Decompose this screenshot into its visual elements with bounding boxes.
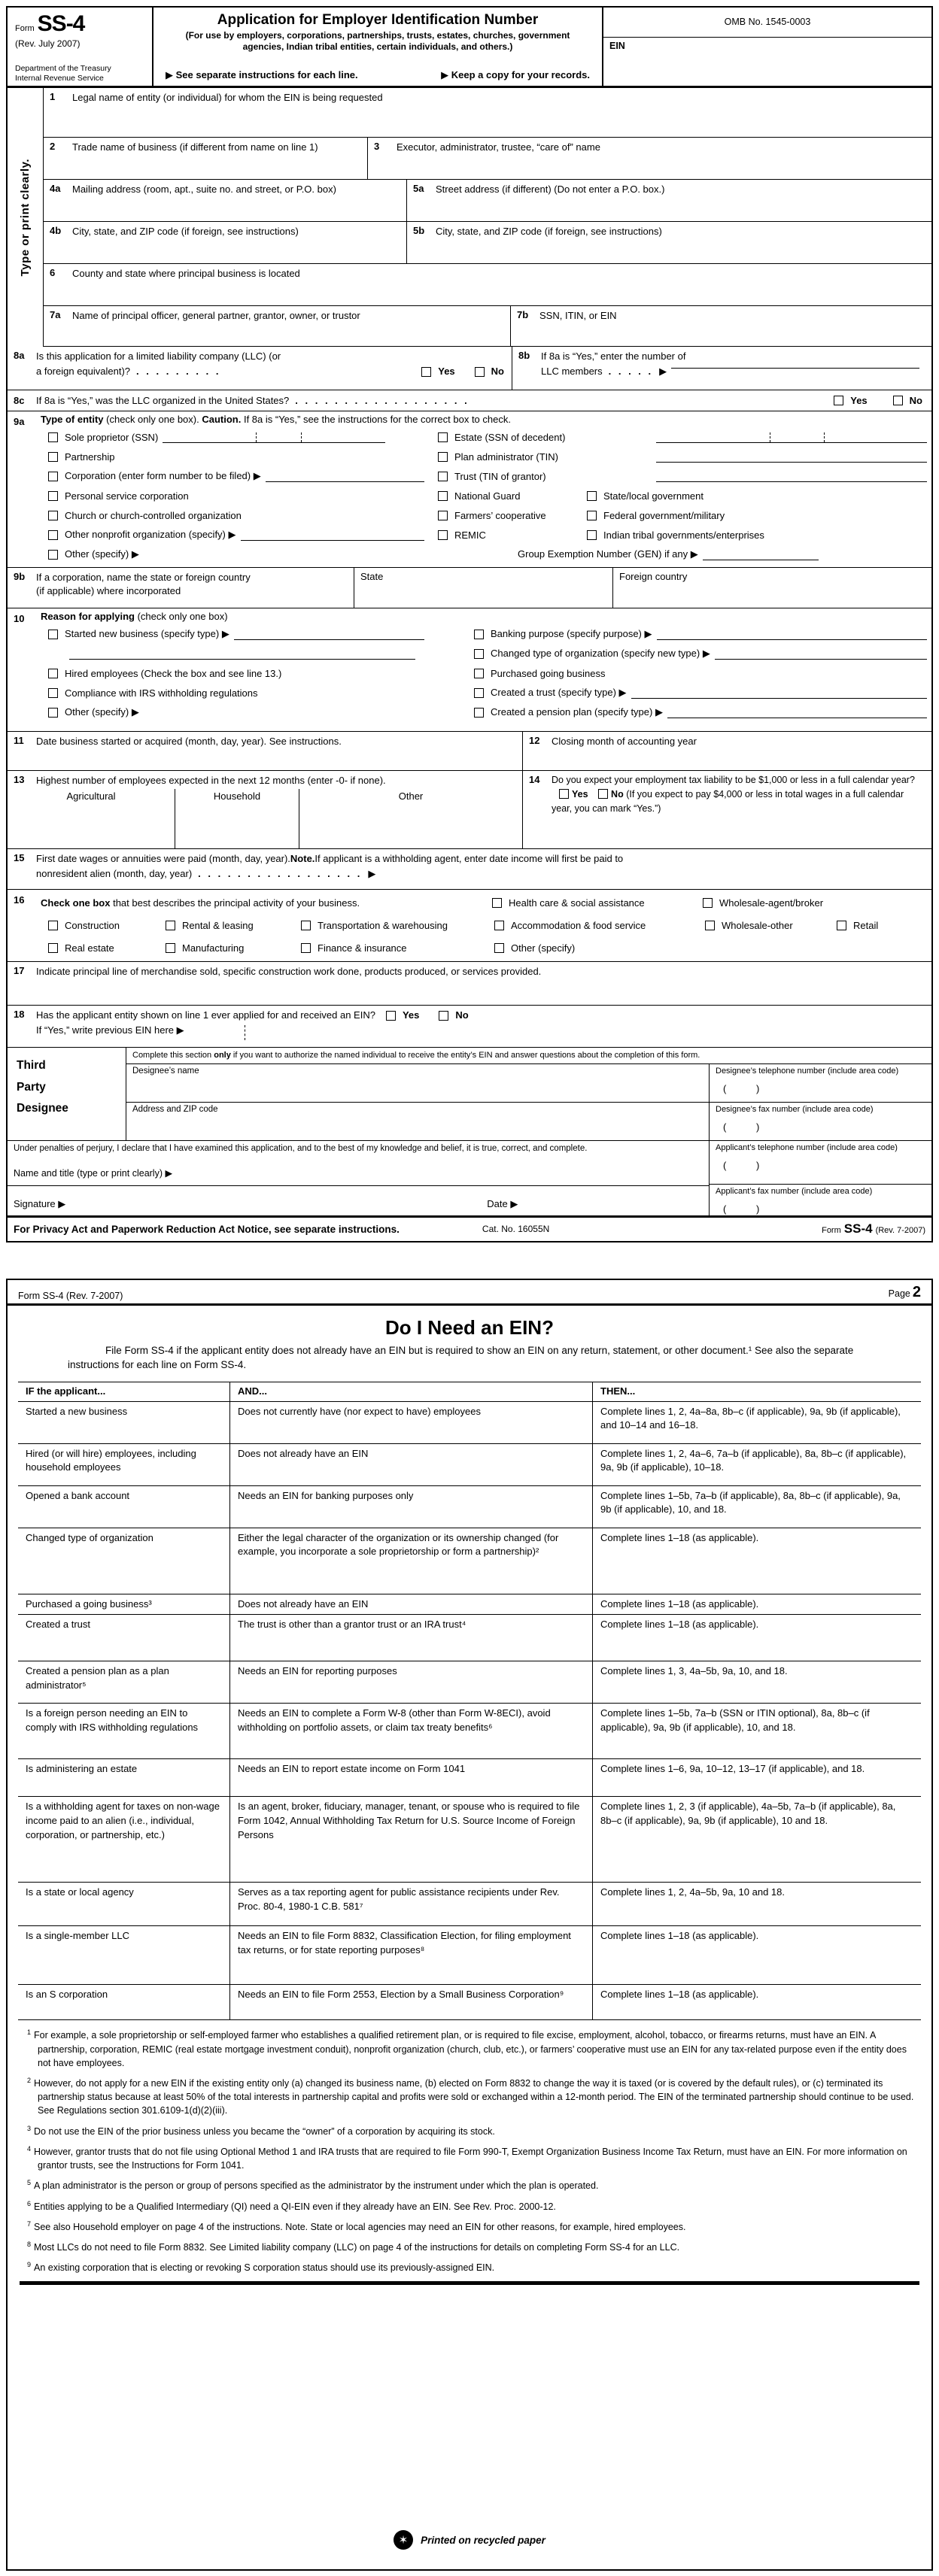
changed-organization-checkbox[interactable] xyxy=(474,649,484,659)
trust-checkbox[interactable] xyxy=(438,472,448,481)
national-guard-checkbox[interactable] xyxy=(438,491,448,501)
footnote-9: $^9$ An existing corporation that is electing or revoking S corporation status should use its previously-assigned EIN. xyxy=(27,2261,495,2274)
executor-label: Executor, administrator, trustee, “care of” name xyxy=(397,141,600,153)
page-2-header: Form SS-4 (Rev. 7-2007) Page 2 xyxy=(8,1280,931,1306)
ein-box-label: EIN xyxy=(609,41,625,51)
applicant-phone-field[interactable]: ( ) xyxy=(723,1160,760,1171)
form-revision: (Rev. July 2007) xyxy=(15,38,81,49)
city-state-zip-foreign-label: City, state, and ZIP code (if foreign, see instructions) xyxy=(436,226,662,237)
lines-1-to-7-section xyxy=(8,88,931,347)
personal-service-corp-checkbox[interactable] xyxy=(48,491,58,501)
line-2-3-row: 2 Trade name of business (if different from name on line 1) 3 Executor, administrator, trustee, “care of” name xyxy=(44,138,931,180)
designee-phone-label: Designee’s telephone number (include area code) xyxy=(716,1067,899,1076)
table-row: Changed type of organization Either the legal character of the organization or its ownership changed (for example, you incorporate a sole proprietorship or form a partnership)² Complete lines 1–18 (as applicable). xyxy=(18,1528,921,1594)
footnote-4: $^4$ However, grantor trusts that do not file using Optional Method 1 and IRA trusts that are required to file Form 990-T, Exempt Organization Business Income Tax Return, must have an EIN. For more information on grantor trusts, see the Instructions for Form 1041. xyxy=(27,2144,907,2171)
llc-question-label: Is this application for a limited liability company (LLC) (or xyxy=(36,350,281,362)
transportation-checkbox[interactable] xyxy=(301,921,311,930)
health-care-checkbox[interactable] xyxy=(492,898,502,908)
legal-name-label: Legal name of entity (or individual) for whom the EIN is being requested xyxy=(72,92,383,103)
footnote-8: $^8$ Most LLCs do not need to file Form 8832. See Limited liability company (LLC) on page 4 of the instructions for details on completing Form SS-4 for an LLC. xyxy=(27,2241,680,2253)
designee-instruction: Complete this section only if you want to authorize the named individual to receive the entity’s EIN and answer questions about the completion of this form. xyxy=(126,1048,931,1064)
form-header-center xyxy=(152,8,603,86)
first-wages-arrow: ▶ xyxy=(368,868,376,880)
line-6-row: 6 County and state where principal business is located xyxy=(44,264,931,306)
designee-fax-field[interactable]: ( ) xyxy=(723,1121,760,1133)
first-wages-label: First date wages or annuities were paid (month, day, year). xyxy=(36,853,290,864)
corporation-checkbox[interactable] xyxy=(48,472,58,481)
page-number: 2 xyxy=(912,1284,921,1300)
date-field[interactable]: Date ▶ xyxy=(487,1198,518,1209)
table-row: Is a state or local agency Serves as a tax reporting agent for public assistance recipients under Rev. Proc. 80-4, 1980-1 C.B. 581⁷ Complete lines 1, 2, 4a–5b, 9a, 10 and 18. xyxy=(18,1883,921,1926)
county-state-label: County and state where principal business is located xyxy=(72,268,300,279)
other-activity-checkbox[interactable] xyxy=(494,943,504,953)
rental-leasing-checkbox[interactable] xyxy=(166,921,175,930)
sole-proprietor-ssn-field[interactable] xyxy=(163,427,385,443)
form-ss4-page-1 xyxy=(6,6,933,1242)
llc-members-label: If 8a is “Yes,” enter the number of xyxy=(541,350,686,362)
retail-checkbox[interactable] xyxy=(837,921,846,930)
closing-month-label: Closing month of accounting year xyxy=(552,736,697,747)
indian-tribal-checkbox[interactable] xyxy=(587,530,597,540)
foreign-country-cell: Foreign country xyxy=(612,568,931,608)
type-or-print-clearly-strip: Type or print clearly. xyxy=(8,88,44,347)
table-row: Hired (or will hire) employees, including household employees Does not already have an EIN Complete lines 1, 2, 4a–6, 7a–b (if applicable), 8a, 8b–c (if applicable), 9a, 9b (if applicable), 10–18. xyxy=(18,1444,921,1486)
footnote-5: $^5$ A plan administrator is the person or group of persons specified as the administrator by the instrument under which the plan is operated. xyxy=(27,2179,599,2192)
trust-type-field[interactable] xyxy=(631,683,927,699)
table-row: Is administering an estate Needs an EIN to report estate income on Form 1041 Complete lines 1–6, 9a, 10–12, 13–17 (if applicable), and 18. xyxy=(18,1759,921,1797)
household-column: Household xyxy=(175,789,299,848)
federal-government-checkbox[interactable] xyxy=(587,511,597,520)
agricultural-column: Agricultural xyxy=(8,789,175,848)
lines-11-to-14-grid xyxy=(8,732,931,849)
footnote-2: $^2$ However, do not apply for a new EIN if the existing entity only (a) changed its business name, (b) elected on Form 8832 to change the way it is taxed (or is covered by the default rules), or (c) terminated its partnership status because at least 50% of the total interests in partnership capital and profits were sold or exchanged within a 12-month period. The EIN of the terminated partnership should continue to be used. See Regulations section 301.6109-1(d)(2)(iii). xyxy=(27,2077,914,2116)
llc-us-yes-checkbox[interactable] xyxy=(834,396,843,405)
other-reason-checkbox[interactable] xyxy=(48,708,58,718)
line-18-row: 18 Has the applicant entity shown on line 1 ever applied for and received an EIN? Yes No If “Yes,” write previous EIN here ▶ xyxy=(8,1006,931,1048)
llc-organized-us-label: If 8a is “Yes,” was the LLC organized in the United States? xyxy=(36,395,290,406)
applicant-fax-field[interactable]: ( ) xyxy=(723,1203,760,1215)
name-and-title-field[interactable]: Name and title (type or print clearly) ▶ xyxy=(8,1162,709,1186)
table-row: Is a foreign person needing an EIN to comply with IRS withholding regulations Needs an EIN to complete a Form W-8 (other than Form W-8ECI), avoid withholding on portfolio assets, or claim tax treaty benefits⁶ Complete lines 1–5b, 7a–b (SSN or ITIN optional), 8a, 8b–c (if applicable), 9a, 9b (if applicable), 10, and 18. xyxy=(18,1704,921,1759)
purchased-business-checkbox[interactable] xyxy=(474,669,484,678)
footnotes xyxy=(21,2028,918,2274)
designee-address-label[interactable]: Address and ZIP code xyxy=(132,1105,218,1114)
group-exemption-number-label: Group Exemption Number (GEN) if any ▶ xyxy=(518,548,698,560)
corporation-form-number-field[interactable] xyxy=(266,466,424,482)
line-17-row: 17 Indicate principal line of merchandise sold, specific construction work done, products produced, or services provided. xyxy=(8,962,931,1006)
wholesale-other-checkbox[interactable] xyxy=(705,921,715,930)
line-9b-row: 9b If a corporation, name the state or foreign country (if applicable) where incorporated State Foreign country xyxy=(8,568,931,608)
line-1-row: 1 Legal name of entity (or individual) for whom the EIN is being requested xyxy=(44,88,931,138)
llc-members-arrow: ▶ xyxy=(659,366,667,378)
table-row: Is an S corporation Needs an EIN to file Form 2553, Election by a Small Business Corporation⁹ Complete lines 1–18 (as applicable). xyxy=(18,1985,921,2019)
created-pension-plan-checkbox[interactable] xyxy=(474,708,484,718)
pension-plan-type-field[interactable] xyxy=(667,702,927,718)
table-row: Is a withholding agent for taxes on non-wage income paid to an alien (i.e., individual, corporation, or partnership, etc.) Is an agent, broker, fiduciary, manager, tenant, or spouse who is required to file Form 1042, Annual Withholding Tax Return for U.S. Source Income of Foreign Persons Complete lines 1, 2, 3 (if applicable), 4a–5b, 7a–b (if applicable), 8a, 8b–c (if applicable), 9a, 9b (if applicable), 10 and 18. xyxy=(18,1797,921,1883)
finance-insurance-checkbox[interactable] xyxy=(301,943,311,953)
table-row: Created a pension plan as a plan administrator⁵ Needs an EIN for reporting purposes Complete lines 1, 3, 4a–5b, 9a, 10, and 18. xyxy=(18,1661,921,1704)
estate-checkbox[interactable] xyxy=(438,432,448,442)
signature-field[interactable]: Signature ▶ xyxy=(14,1198,66,1209)
trade-name-label: Trade name of business (if different from name on line 1) xyxy=(72,141,318,153)
line-11-row: 11 Date business started or acquired (month, day, year). See instructions. xyxy=(8,732,522,771)
street-address-label: Street address (if different) (Do not enter a P.O. box.) xyxy=(436,184,665,195)
llc-us-no-checkbox[interactable] xyxy=(893,396,903,405)
llc-no-checkbox[interactable] xyxy=(475,367,485,377)
other-entity-checkbox[interactable] xyxy=(48,550,58,560)
third-party-designee-label: Third Party Designee xyxy=(8,1048,126,1140)
banking-purpose-field[interactable] xyxy=(657,624,928,640)
type-of-entity-label: Type of entity xyxy=(41,414,104,425)
hired-employees-checkbox[interactable] xyxy=(48,669,58,678)
wholesale-agent-checkbox[interactable] xyxy=(703,898,713,908)
privacy-act-notice: For Privacy Act and Paperwork Reduction Act Notice, see separate instructions. xyxy=(14,1223,400,1235)
table-row: Started a new business Does not currently have (nor expect to have) employees Complete lines 1, 2, 4a–8a, 8b–c (if applicable), 9a, 9b (if applicable), and 10–14 and 16–18. xyxy=(18,1402,921,1444)
previous-ein-question: Has the applicant entity shown on line 1 ever applied for and received an EIN? xyxy=(36,1009,375,1021)
designee-phone-field[interactable]: ( ) xyxy=(723,1083,760,1094)
plan-administrator-tin-field[interactable] xyxy=(656,447,927,463)
tax-liability-question: Do you expect your employment tax liability to be $1,000 or less in a full calendar year? xyxy=(552,775,915,785)
llc-yes-checkbox[interactable] xyxy=(421,367,431,377)
third-party-designee-section xyxy=(8,1048,931,1141)
construction-checkbox[interactable] xyxy=(48,921,58,930)
new-organization-type-field[interactable] xyxy=(715,644,927,660)
state-local-government-checkbox[interactable] xyxy=(587,491,597,501)
new-business-type-field-continued[interactable] xyxy=(69,644,415,660)
mailing-address-label: Mailing address (room, apt., suite no. and street, or P.O. box) xyxy=(72,184,336,195)
previous-ein-no-checkbox[interactable] xyxy=(439,1011,448,1021)
line-8a-8b-row: 8a Is this application for a limited liability company (LLC) (or a foreign equivalent)? . . . . . . . . . Yes No 8b If 8a is “Yes,” enter the number of LLC members . . . . . ▶ xyxy=(8,347,931,390)
do-i-need-ein-title: Do I Need an EIN? xyxy=(385,1316,554,1339)
other-nonprofit-checkbox[interactable] xyxy=(48,530,58,540)
applicant-phone-label: Applicant’s telephone number (include area code) xyxy=(716,1143,898,1152)
date-business-started-label: Date business started or acquired (month, day, year). See instructions. xyxy=(36,736,342,747)
trust-tin-field[interactable] xyxy=(656,466,927,482)
line-12-row: 12 Closing month of accounting year xyxy=(523,732,931,771)
line-14-row: 14 Do you expect your employment tax liability to be $1,000 or less in a full calendar year? Yes No (If you expect to pay $4,000 or less in total wages in a full calendar year, you can mark “Yes.”) xyxy=(529,774,915,814)
state-cell: State xyxy=(354,568,612,608)
other-nonprofit-field[interactable] xyxy=(241,525,425,541)
signature-section xyxy=(8,1141,931,1218)
gen-field[interactable] xyxy=(703,545,819,560)
line-10-reason-block: 10 Reason for applying (check only one box) Started new business (specify type) ▶ Hired employees (Check the box and see line 13.) Compliance with IRS withholding regulations Other (specify) ▶ Banking purpose (specify purpose) ▶ Changed type of organization (specify new type) ▶ Purchased going business Created a trust (specify type) ▶ Created a pension plan (specify type) ▶ xyxy=(8,608,931,732)
other-employees-column: Other xyxy=(398,790,424,802)
page-2-form-id: Form SS-4 (Rev. 7-2007) xyxy=(18,1291,123,1301)
church-checkbox[interactable] xyxy=(48,511,58,520)
recycled-paper-note: ✶ Printed on recycled paper xyxy=(8,2530,931,2550)
footnote-1: $^1$ For example, a sole proprietorship or self-employed farmer who establishes a qualified retirement plan, or is required to file excise, employment, alcohol, tobacco, or firearms returns, must have an EIN. A partnership, corporation, REMIC (real estate mortgage investment conduit), nonprofit organization (church, club, etc.), or farmers’ cooperative must use an EIN for any tax-related purpose even if the entity does not have employees. xyxy=(27,2028,907,2068)
footnote-6: $^6$ Entities applying to be a Qualified Intermediary (QI) need a QI-EIN even if they already have an EIN. See Rev. Proc. 2000-12. xyxy=(27,2199,556,2212)
remic-checkbox[interactable] xyxy=(438,530,448,540)
recycle-icon: ✶ xyxy=(394,2530,413,2550)
line-4a-5a-row: 4a Mailing address (room, apt., suite no. and street, or P.O. box) 5a Street address (if different) (Do not enter a P.O. box.) xyxy=(44,180,931,222)
partnership-checkbox[interactable] xyxy=(48,452,58,462)
footnote-7: $^7$ See also Household employer on page 4 of the instructions. Note. State or local agencies may need an EIN for other reasons, for example, hired employees. xyxy=(27,2219,686,2232)
footnote-3: $^3$ Do not use the EIN of the prior business unless you became the “owner” of a corporation by acquiring its stock. xyxy=(27,2124,495,2137)
form-label: Form xyxy=(15,24,35,33)
sole-proprietor-checkbox[interactable] xyxy=(48,432,58,442)
form-title: Application for Employer Identification Number xyxy=(217,12,539,28)
table-header-row: IF the applicant... AND... THEN... xyxy=(18,1382,921,1402)
applicant-fax-label: Applicant’s fax number (include area code) xyxy=(716,1187,873,1196)
do-i-need-ein-intro: File Form SS-4 if the applicant entity does not already have an EIN but is required to show an EIN on any return, statement, or other document.¹ See also the separate instructions for each line on Form SS-4. xyxy=(68,1345,854,1370)
designee-fax-label: Designee’s fax number (include area code) xyxy=(716,1105,874,1114)
see-instructions-note: ▶ See separate instructions for each line. xyxy=(166,69,358,80)
reason-for-applying-label: Reason for applying xyxy=(41,611,135,622)
new-business-type-field[interactable] xyxy=(234,624,424,640)
page-1-footer: For Privacy Act and Paperwork Reduction Act Notice, see separate instructions. Cat. No. 16055N Form SS-4 (Rev. 7-2007) xyxy=(14,1221,925,1236)
irs-withholding-compliance-checkbox[interactable] xyxy=(48,688,58,698)
started-new-business-checkbox[interactable] xyxy=(48,630,58,639)
keep-copy-note: ▶ Keep a copy for your records. xyxy=(441,69,590,80)
perjury-statement: Under penalties of perjury, I declare that I have examined this application, and to the best of my knowledge and belief, it is true, correct, and complete. xyxy=(14,1144,588,1153)
manufacturing-checkbox[interactable] xyxy=(166,943,175,953)
city-state-zip-label: City, state, and ZIP code (if foreign, see instructions) xyxy=(72,226,299,237)
principal-officer-label: Name of principal officer, general partner, grantor, owner, or trustor xyxy=(72,310,360,321)
table-row: Created a trust The trust is other than a grantor trust or an IRA trust⁴ Complete lines 1–18 (as applicable). xyxy=(18,1615,921,1661)
line-13-row: 13 Highest number of employees expected in the next 12 months (enter -0- if none). Agricultural Household Other xyxy=(8,771,522,848)
line-8c-row: 8c If 8a is “Yes,” was the LLC organized in the United States? . . . . . . . . . . . . . . . . . . Yes No xyxy=(8,390,931,411)
line-16-activity-block: 16 Check one box that best describes the principal activity of your business. Health care & social assistance Wholesale-agent/broker Construction Rental & leasing Transportation & warehousing Accommodation & food service Wholesale-other Retail Real estate Manufacturing Finance & insurance Other (specify) xyxy=(8,890,931,962)
farmers-cooperative-checkbox[interactable] xyxy=(438,511,448,520)
tax-liability-no-checkbox[interactable] xyxy=(598,789,608,799)
form-header-left xyxy=(8,8,152,86)
designee-name-label[interactable]: Designee’s name xyxy=(132,1067,199,1076)
tax-liability-yes-checkbox[interactable] xyxy=(559,789,569,799)
llc-members-field[interactable] xyxy=(671,368,919,369)
principal-merchandise-label: Indicate principal line of merchandise sold, specific construction work done, products produced, or services provided. xyxy=(36,966,542,977)
real-estate-checkbox[interactable] xyxy=(48,943,58,953)
form-header xyxy=(8,8,931,88)
line-4b-5b-row: 4b City, state, and ZIP code (if foreign, see instructions) 5b City, state, and ZIP code (if foreign, see instructions) xyxy=(44,222,931,264)
form-number: SS-4 xyxy=(37,11,85,36)
form-subtitle: (For use by employers, corporations, partnerships, trusts, estates, churches, government agencies, Indian tribal entities, certain individuals, and others.) xyxy=(185,30,570,52)
line-7a-7b-row: 7a Name of principal officer, general partner, grantor, owner, or trustor 7b SSN, ITIN, or EIN xyxy=(44,306,931,347)
treasury-dept-label: Department of the Treasury xyxy=(15,63,111,73)
form-header-right xyxy=(603,8,931,86)
form-ss4-page-2 xyxy=(6,1279,933,2571)
catalog-number: Cat. No. 16055N xyxy=(482,1224,550,1234)
created-trust-checkbox[interactable] xyxy=(474,688,484,698)
plan-administrator-checkbox[interactable] xyxy=(438,452,448,462)
previous-ein-yes-checkbox[interactable] xyxy=(386,1011,396,1021)
table-row: Opened a bank account Needs an EIN for banking purposes only Complete lines 1–5b, 7a–b (if applicable), 8a, 8b–c (if applicable), 9a, 9b (if applicable), 10, and 18. xyxy=(18,1486,921,1528)
footnote-rule xyxy=(20,2281,919,2285)
incorporation-label: If a corporation, name the state or foreign country xyxy=(36,572,251,583)
table-row: Purchased a going business³ Does not already have an EIN Complete lines 1–18 (as applicable). xyxy=(18,1594,921,1616)
accommodation-checkbox[interactable] xyxy=(494,921,504,930)
banking-purpose-checkbox[interactable] xyxy=(474,630,484,639)
ein-requirements-table xyxy=(18,1382,921,2021)
omb-number: OMB No. 1545-0003 xyxy=(603,8,931,38)
estate-ssn-field[interactable] xyxy=(656,427,927,443)
ssn-itin-ein-label: SSN, ITIN, or EIN xyxy=(539,310,617,321)
table-row: Is a single-member LLC Needs an EIN to file Form 8832, Classification Election, for filing employment tax returns, or for state reporting purposes⁸ Complete lines 1–18 (as applicable). xyxy=(18,1926,921,1985)
line-15-row: 15 First date wages or annuities were paid (month, day, year). Note. If applicant is a withholding agent, enter date income will first be paid to nonresident alien (month, day, year) . . . . . . . . . . . . . . . . . ▶ xyxy=(8,849,931,890)
check-one-box-label: Check one box xyxy=(41,897,111,909)
irs-label: Internal Revenue Service xyxy=(15,73,104,83)
footer-form-number: SS-4 xyxy=(843,1221,873,1236)
employees-expected-label: Highest number of employees expected in the next 12 months (enter -0- if none). xyxy=(36,775,386,786)
line-9a-entity-type-block: 9a Type of entity (check only one box). Caution. If 8a is “Yes,” see the instructions for the correct box to check. Sole proprietor (SSN) Partnership Corporation (enter form number to be filed) ▶ Personal service corporation Church or church-controlled organization Other nonprofit organization (specify) ▶ Other (specify) ▶ Estate (SSN of decedent) Plan administrator (TIN) Trust (TIN of grantor) National Guard State/local government Farmers’ cooperative Federal government/military REMIC Indian tribal governments/enterprises Group Exemption Number (GEN) if any ▶ xyxy=(8,411,931,568)
